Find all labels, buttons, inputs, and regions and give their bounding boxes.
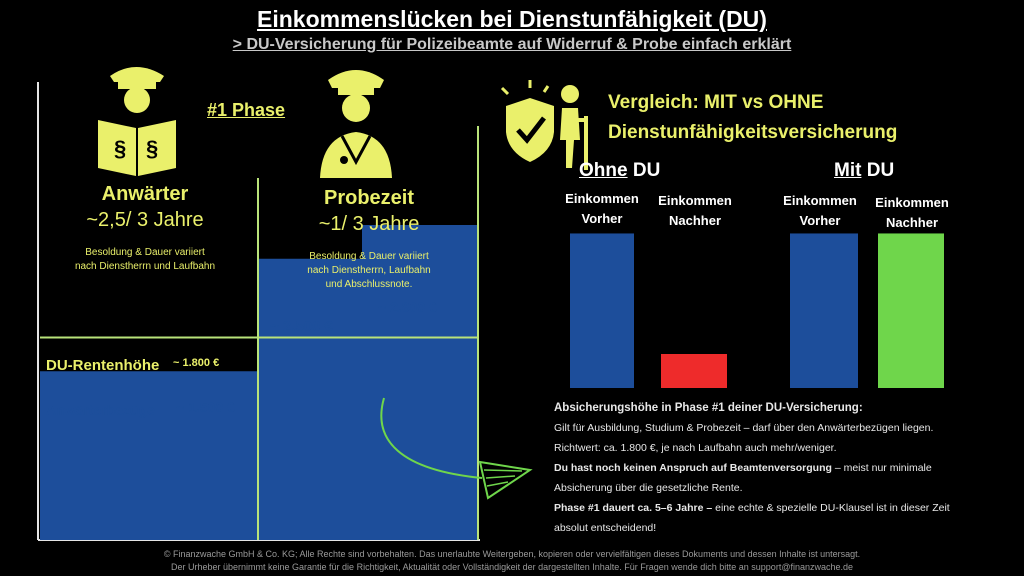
info-line3 <box>554 458 1004 478</box>
anwaerter-note <box>50 246 240 274</box>
info-line4: Absicherung über die gesetzliche Rente. <box>554 482 743 494</box>
anwaerter-bezuege-value: ~ 1.500 € <box>176 399 235 415</box>
anwaerter-bezuege-label: Anwärterbezüge <box>46 402 155 418</box>
info-line2: Richtwert: ca. 1.800 €, je nach Laufbahn auch mehr/weniger. <box>554 442 837 454</box>
officer-reading-icon <box>98 67 176 176</box>
label-ohne-vorher-1: Einkommen <box>565 191 639 206</box>
info-line5-rest: eine echte & spezielle DU-Klausel ist in dieser Zeit <box>712 502 950 514</box>
bar-ohne-vorher <box>570 233 634 388</box>
phase-label: #1 Phase <box>207 100 286 120</box>
page-title: Einkommenslücken bei Dienstunfähigkeit (DU) <box>257 6 767 32</box>
probezeit-note-line2: nach Dienstherrn, Laufbahn <box>307 265 431 276</box>
mit-du-heading-rest: DU <box>861 160 895 181</box>
info-line5 <box>554 498 1004 518</box>
bar-mit-vorher <box>790 233 858 388</box>
compare-title-line2: Dienstunfähigkeitsversicherung <box>608 122 898 143</box>
du-rente-label: DU-Rentenhöhe <box>46 357 160 374</box>
probezeit-note <box>274 250 464 292</box>
anwaerter-duration: ~2,5/ 3 Jahre <box>86 209 204 231</box>
label-ohne-nachher-1: Einkommen <box>658 193 732 208</box>
compare-title <box>608 88 897 148</box>
info-line5-bold: Phase #1 dauert ca. 5–6 Jahre – <box>554 502 713 514</box>
label-ohne-vorher-2: Vorher <box>581 211 623 226</box>
label-ohne-nachher-2: Nachher <box>668 213 722 228</box>
info-line3-bold: Du hast noch keinen Anspruch auf Beamtenversorgung <box>554 462 832 474</box>
anwaerter-note-line1: Besoldung & Dauer variiert <box>85 247 205 258</box>
anwaerter-title: Anwärter <box>101 183 189 205</box>
info-line6: absolut entscheidend! <box>554 522 657 534</box>
info-line3-rest: – meist nur minimale <box>831 462 932 474</box>
footer-line2[interactable]: Der Urheber übernimmt keine Garantie für die Richtigkeit, Aktualität oder Vollständigkeit der dargestellten Inhalte. Für Fragen wende dich bitte an support@finanzwache.de <box>170 562 853 572</box>
info-block <box>554 398 1004 538</box>
ohne-du-heading <box>579 160 660 182</box>
anwaerter-note-line2: nach Dienstherrn und Laufbahn <box>74 261 216 272</box>
label-mit-nachher <box>867 193 957 233</box>
label-ohne-vorher <box>557 189 647 229</box>
info-line1: Gilt für Ausbildung, Studium & Probezeit – darf über den Anwärterbezügen liegen. <box>554 422 934 434</box>
svg-text:§: § <box>146 136 159 161</box>
shield-injured-person-icon <box>502 80 586 170</box>
bar-ohne-nachher <box>661 354 727 388</box>
label-mit-nachher-2: Nachher <box>885 215 939 230</box>
bar-anwaerter <box>40 371 258 540</box>
ohne-du-heading-u: Ohne <box>579 160 628 181</box>
label-mit-nachher-1: Einkommen <box>875 195 949 210</box>
mit-du-heading <box>834 160 894 182</box>
officer-vest-icon <box>320 70 392 178</box>
mit-du-heading-u: Mit <box>834 160 862 181</box>
bar-probezeit-1 <box>258 259 362 540</box>
probe-high-value: ~ 2.800 € <box>378 299 437 315</box>
svg-text:§: § <box>114 136 127 161</box>
label-ohne-nachher <box>650 191 740 231</box>
footer <box>0 548 1024 574</box>
probezeit-note-line1: Besoldung & Dauer variiert <box>309 251 429 262</box>
probezeit-note-line3: und Abschlussnote. <box>325 279 413 290</box>
label-mit-vorher <box>775 191 865 231</box>
probe-low-value: ~ 2.500 € <box>270 318 333 335</box>
du-rente-value: ~ 1.800 € <box>173 357 220 369</box>
bar-mit-nachher <box>878 233 944 388</box>
arrow-head <box>480 462 530 498</box>
compare-title-line1: Vergleich: MIT vs OHNE <box>608 92 824 113</box>
probezeit-duration: ~1/ 3 Jahre <box>318 213 420 235</box>
page-subtitle[interactable]: > DU-Versicherung für Polizeibeamte auf Widerruf & Probe einfach erklärt <box>232 36 792 53</box>
label-mit-vorher-1: Einkommen <box>783 193 857 208</box>
info-heading: Absicherungshöhe in Phase #1 deiner DU-Versicherung: <box>554 402 863 414</box>
probezeit-title: Probezeit <box>323 187 415 209</box>
label-mit-vorher-2: Vorher <box>799 213 841 228</box>
ohne-du-heading-rest: DU <box>627 160 661 181</box>
footer-line1: © Finanzwache GmbH & Co. KG; Alle Rechte sind vorbehalten. Das unerlaubte Weitergeben, kopieren oder vervielfältigen dieses Dokuments und dessen Inhalte ist untersagt. <box>163 549 861 559</box>
